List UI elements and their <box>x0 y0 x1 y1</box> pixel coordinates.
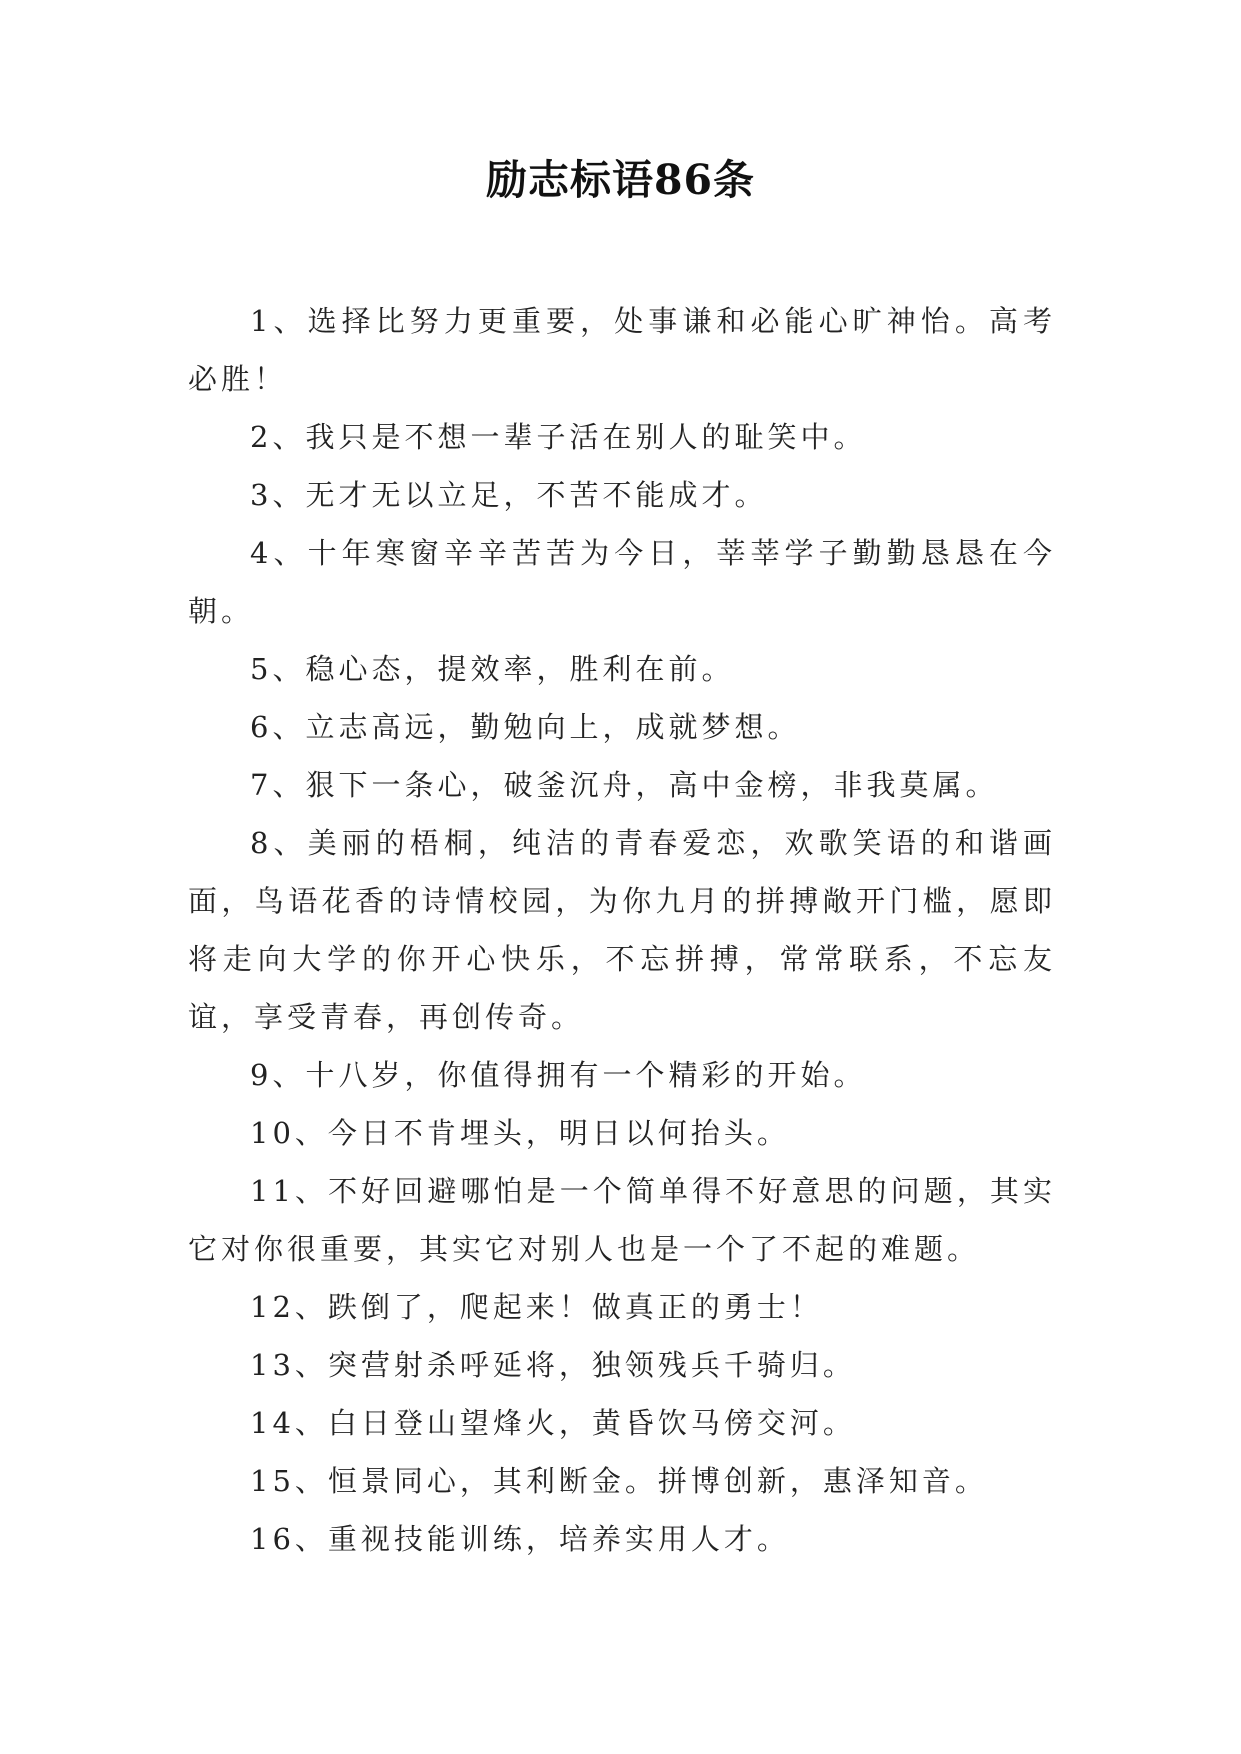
slogan-item-4: 4、十年寒窗辛辛苦苦为今日，莘莘学子勤勤恳恳在今朝。 <box>188 536 1056 628</box>
slogan-item-16: 16、重视技能训练，培养实用人才。 <box>250 1522 790 1556</box>
slogan-item-14: 14、白日登山望烽火，黄昏饮马傍交河。 <box>250 1406 856 1440</box>
slogan-item-6: 6、立志高远，勤勉向上，成就梦想。 <box>250 710 801 744</box>
document-title: 励志标语86条 <box>485 156 756 204</box>
slogan-item-10: 10、今日不肯埋头，明日以何抬头。 <box>250 1116 790 1150</box>
slogan-item-12: 12、跌倒了，爬起来！做真正的勇士！ <box>250 1290 823 1324</box>
slogan-item-1: 1、选择比努力更重要，处事谦和必能心旷神怡。高考必胜！ <box>188 304 1056 396</box>
slogan-item-13: 13、突营射杀呼延将，独领残兵千骑归。 <box>250 1348 856 1382</box>
slogan-item-8: 8、美丽的梧桐，纯洁的青春爱恋，欢歌笑语的和谐画面，鸟语花香的诗情校园，为你九月的拼搏敞开门槛，愿即将走向大学的你开心快乐，不忘拼搏，常常联系，不忘友谊，享受青春，再创传奇。 <box>188 826 1056 1034</box>
slogan-item-2: 2、我只是不想一辈子活在别人的耻笑中。 <box>250 420 867 454</box>
slogan-item-7: 7、狠下一条心，破釜沉舟，高中金榜，非我莫属。 <box>250 768 999 802</box>
slogan-item-3: 3、无才无以立足，不苦不能成才。 <box>250 478 768 512</box>
slogan-item-9: 9、十八岁，你值得拥有一个精彩的开始。 <box>250 1058 867 1092</box>
slogan-item-5: 5、稳心态，提效率，胜利在前。 <box>250 652 735 686</box>
slogan-item-11: 11、不好回避哪怕是一个简单得不好意思的问题，其实它对你很重要，其实它对别人也是一个了不起的难题。 <box>188 1174 1056 1266</box>
slogan-list <box>188 292 1056 1568</box>
slogan-item-15: 15、恒景同心，其利断金。拼博创新，惠泽知音。 <box>250 1464 988 1498</box>
